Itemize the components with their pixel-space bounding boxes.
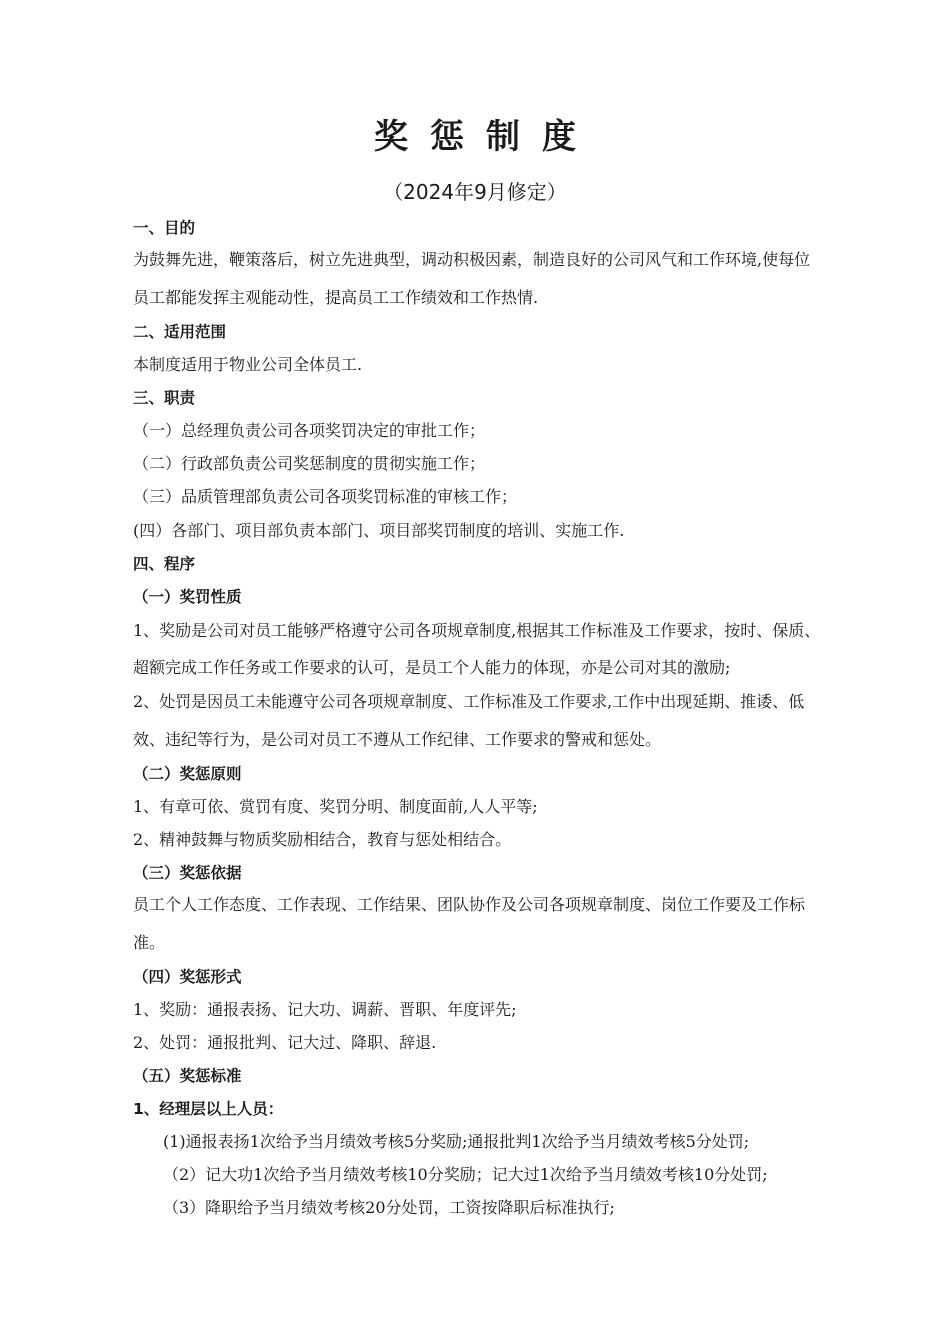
body-line: (1)通报表扬1次给予当月绩效考核5分奖励;通报批判1次给予当月绩效考核5分处罚;: [163, 1132, 750, 1151]
document-title: 奖惩制度: [374, 117, 598, 157]
subsection-heading: （四）奖惩形式: [133, 968, 242, 986]
document-subtitle: （2024年9月修定）: [383, 180, 567, 204]
body-line: （2）记大功1次给予当月绩效考核10分奖励；记大过1次给予当月绩效考核10分处罚;: [163, 1165, 768, 1184]
body-line: 1、奖励是公司对员工能够严格遵守公司各项规章制度,根据其工作标准及工作要求，按时、保质、: [133, 621, 821, 640]
body-line: （一）总经理负责公司各项奖罚决定的审批工作；: [133, 421, 486, 440]
body-line: 效、违纪等行为，是公司对员工不遵从工作纪律、工作要求的警戒和惩处。: [133, 730, 662, 749]
subsection-heading: （二）奖惩原则: [133, 765, 242, 783]
body-line: 2、处罚是因员工未能遵守公司各项规章制度、工作标准及工作要求,工作中出现延期、推诿、低: [133, 692, 805, 711]
body-line: （3）降职给予当月绩效考核20分处罚，工资按降职后标准执行;: [163, 1198, 615, 1217]
body-line: 员工都能发挥主观能动性，提高员工工作绩效和工作热情.: [133, 288, 539, 307]
section-heading: 三、职责: [133, 389, 196, 407]
body-line: 超额完成工作任务或工作要求的认可，是员工个人能力的体现，亦是公司对其的激励;: [133, 658, 731, 677]
body-line: （三）品质管理部负责公司各项奖罚标准的审核工作；: [133, 487, 518, 506]
body-line: 准。: [133, 933, 166, 952]
section-heading: 一、目的: [133, 219, 196, 237]
body-line: (四）各部门、项目部负责本部门、项目部奖罚制度的培训、实施工作.: [133, 521, 625, 540]
body-line: 员工个人工作态度、工作表现、工作结果、团队协作及公司各项规章制度、岗位工作要及工作标: [133, 895, 806, 914]
body-line: 1、奖励：通报表扬、记大功、调薪、晋职、年度评先;: [133, 1000, 517, 1019]
subsection-heading: （三）奖惩依据: [133, 864, 242, 882]
body-line: （二）行政部负责公司奖惩制度的贯彻实施工作；: [133, 454, 486, 473]
body-line: 1、有章可依、赏罚有度、奖罚分明、制度面前,人人平等;: [133, 797, 538, 816]
subsection-heading: （五）奖惩标准: [133, 1067, 242, 1085]
section-heading: 二、适用范围: [133, 323, 227, 341]
body-line: 本制度适用于物业公司全体员工.: [133, 355, 363, 374]
subsection-heading: 1、经理层以上人员：: [133, 1100, 284, 1118]
section-heading: 四、程序: [133, 555, 196, 573]
body-line: 2、精神鼓舞与物质奖励相结合，教育与惩处相结合。: [133, 830, 512, 849]
body-line: 2、处罚：通报批判、记大过、降职、辞退.: [133, 1033, 437, 1052]
subsection-heading: （一）奖罚性质: [133, 588, 242, 606]
body-line: 为鼓舞先进，鞭策落后，树立先进典型，调动积极因素，制造良好的公司风气和工作环境,使每位: [133, 250, 811, 269]
